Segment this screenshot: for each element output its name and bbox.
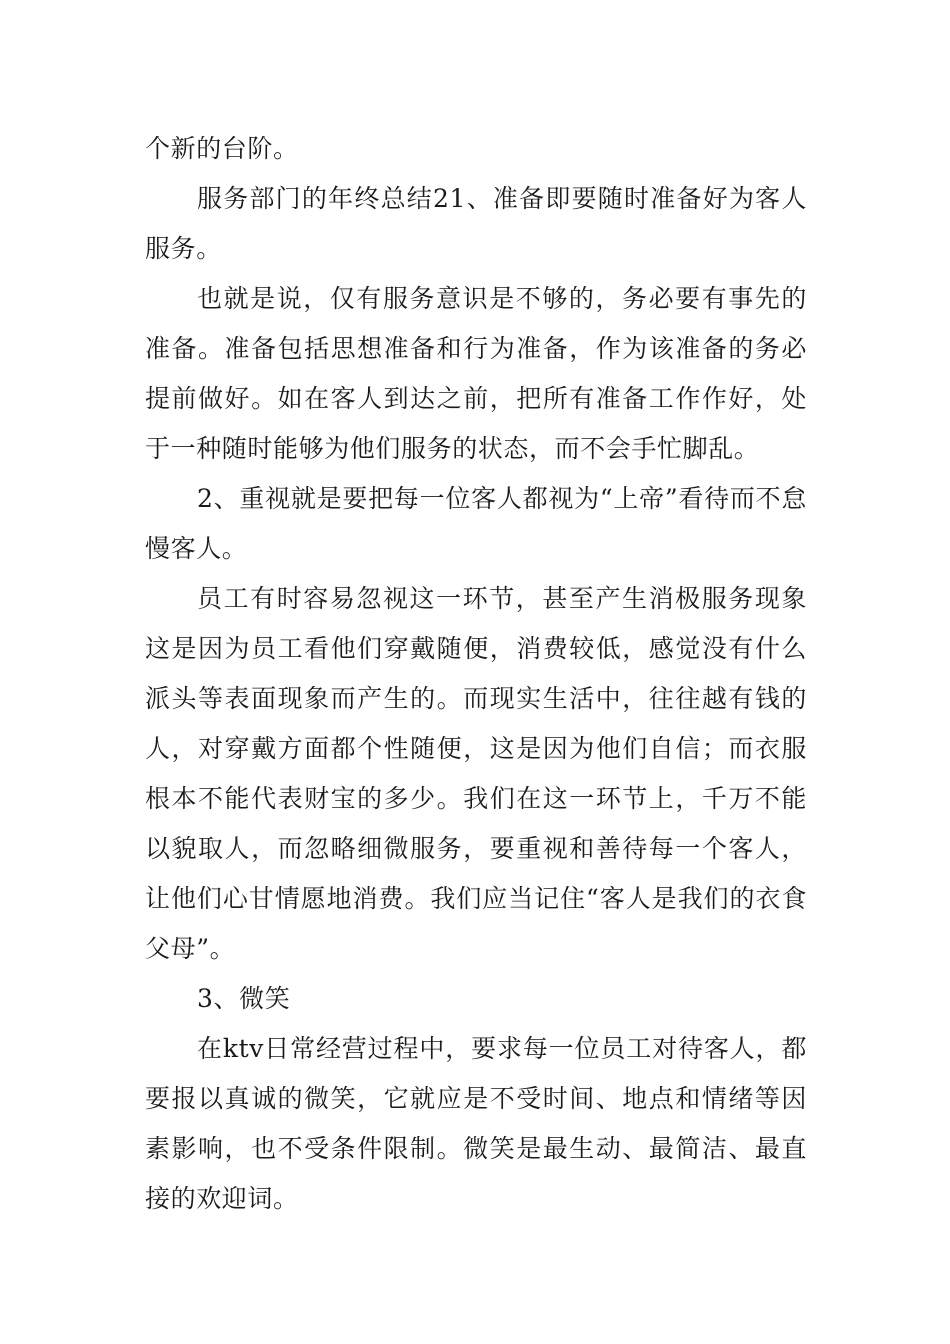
document-body (145, 124, 807, 1224)
paragraph-smile-heading: 3、微笑 (197, 984, 291, 1013)
paragraph-attention-detail: 员工有时容易忽视这一环节，甚至产生消极服务现象这是因为员工看他们穿戴随便，消费较低，感觉没有什么派头等表面现象而产生的。而现实生活中，往往越有钱的人，对穿戴方面都个性随便，这是因为他们自信；而衣服根本不能代表财宝的多少。我们在这一环节上，千万不能以貌取人，而忽略细微服务，要重视和善待每一个客人，让他们心甘情愿地消费。我们应当记住“客人是我们的衣食父母”。 (145, 584, 807, 963)
paragraph-preparation: 服务部门的年终总结21、准备即要随时准备好为客人服务。 (145, 184, 807, 263)
paragraph-smile-detail: 在ktv日常经营过程中，要求每一位员工对待客人，都要报以真诚的微笑，它就应是不受时间、地点和情绪等因素影响，也不受条件限制。微笑是最生动、最简洁、最直接的欢迎词。 (145, 1034, 807, 1213)
paragraph-continuation: 个新的台阶。 (145, 134, 299, 163)
paragraph-preparation-detail: 也就是说，仅有服务意识是不够的，务必要有事先的准备。准备包括思想准备和行为准备，作为该准备的务必提前做好。如在客人到达之前，把所有准备工作作好，处于一种随时能够为他们服务的状态，而不会手忙脚乱。 (145, 284, 807, 463)
paragraph-attention: 2、重视就是要把每一位客人都视为“上帝”看待而不怠慢客人。 (145, 484, 807, 563)
